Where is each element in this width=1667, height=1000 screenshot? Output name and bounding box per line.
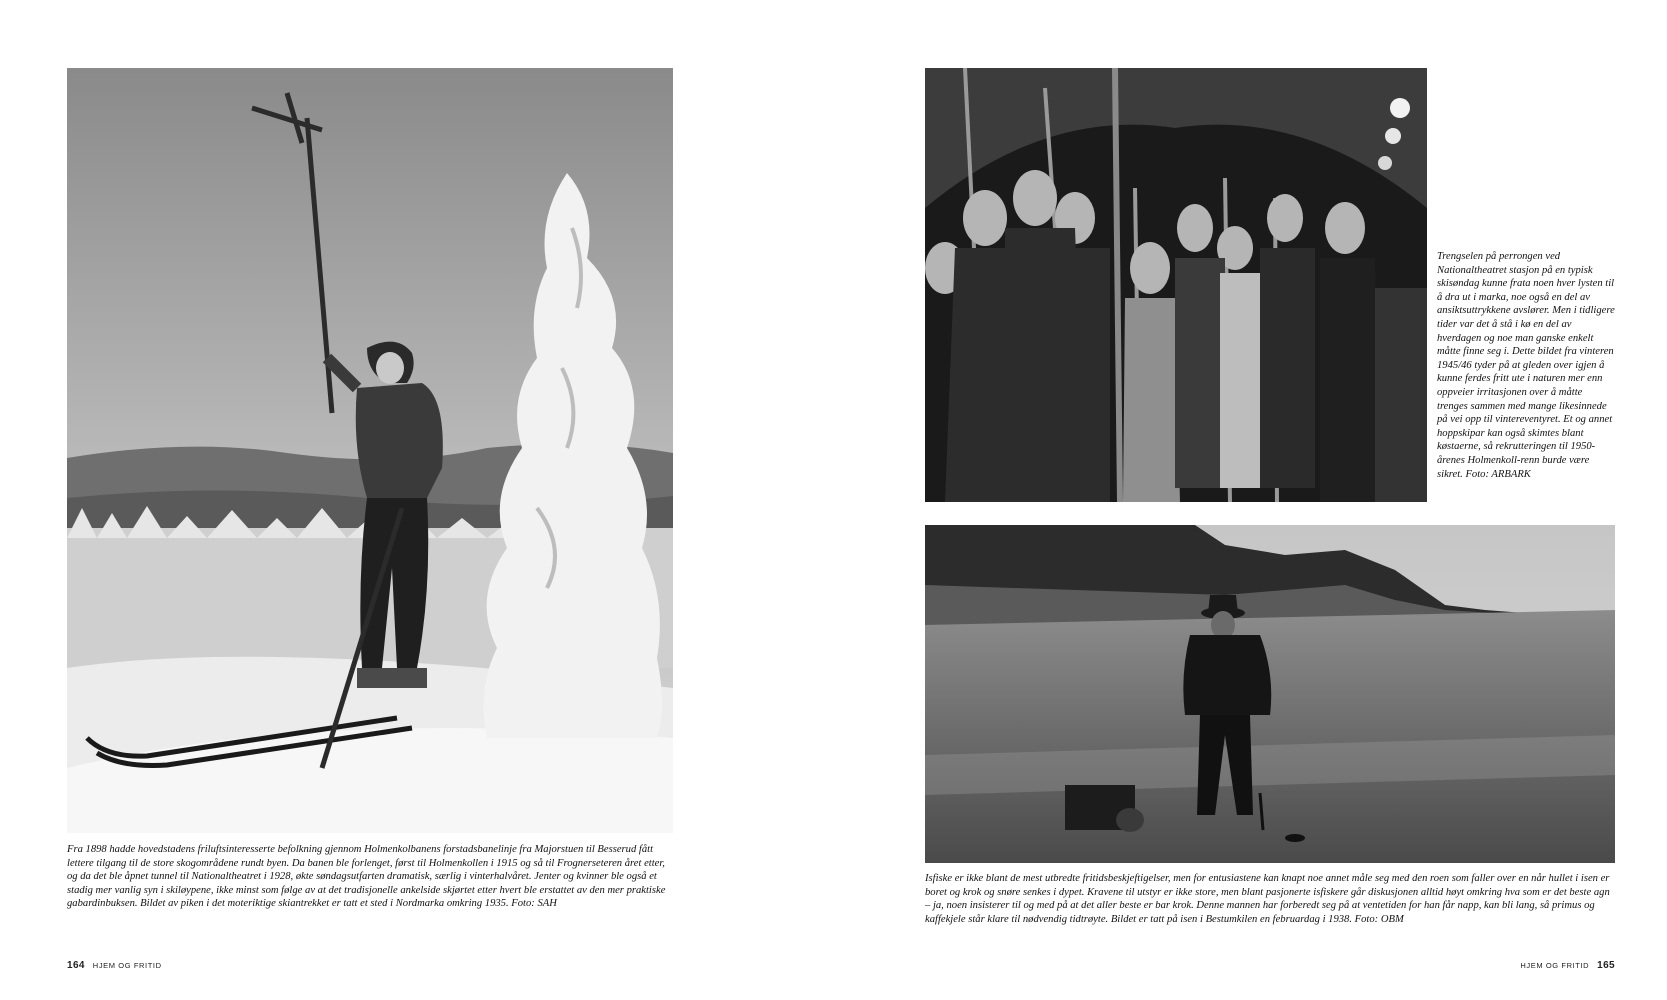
crowded-subway-skiers-icon bbox=[925, 68, 1427, 502]
skier-photo bbox=[67, 68, 673, 833]
ice-fishing-photo bbox=[925, 525, 1615, 863]
section-name-right: HJEM OG FRITID bbox=[1520, 961, 1590, 970]
page-number-left: 164 bbox=[67, 960, 85, 971]
right-folio bbox=[1515, 960, 1615, 971]
bottom-photo-caption: Isfiske er ikke blant de mest utbredte fritidsbeskjeftigelser, men for entusiastene kan knapt noe annet måle seg med den roen som faller over en når hullet i isen er boret og krok og snøre senkes i dypet. Kravene til utstyr er ikke store, men blant pasjonerte isfiskere går diskusjonen alltid høyt omkring hva som er det beste agn – ja, noen insisterer til og med på at det aller beste er bar krok. Denne mannen har forberedt seg på at ventetiden for han får napp, kan bli lang, så primus og kaffekjele står klare til nødvendig tidtrøyte. Bildet er tatt på isen i Bestumkilen en februardag i 1938. Foto: OBM bbox=[925, 873, 1610, 925]
ice-fisherman-icon bbox=[925, 525, 1615, 863]
skier-with-raised-pole-icon bbox=[67, 68, 673, 833]
page-number-right: 165 bbox=[1597, 960, 1615, 971]
top-photo-caption: Trengselen på perrongen ved Nationaltheatret stasjon på en typisk skisøndag kunne frata noen hver lysten til å dra ut i marka, noe også en del av ansiktsuttrykkene avslører. Men i tidligere tider var det å stå i kø en del av hverdagen og noe man ganske enkelt måtte finne seg i. Dette bildet fra vinteren 1945/46 tyder på at gleden over igjen å kunne ferdes fritt ute i naturen mer enn oppveier irritasjonen over å måtte trenges sammen med mange likesinnede på vei opp til vintereventyret. Et og annet hoppskipar kan også skimtes blant køstaerne, så rekrutteringen til 1950-årenes Holmenkoll-renn burde være sikret. Foto: ARBARK bbox=[1437, 251, 1615, 480]
left-photo-caption: Fra 1898 hadde hovedstadens friluftsinteresserte befolkning gjennom Holmenkolbanens forstadsbanelinje fra Majorstuen til Besserud fått lettere tilgang til de store skogområdene rundt byen. Da banen ble forlenget, først til Holmenkollen i 1915 og så til Frognerseteren året etter, og da det ble åpnet tunnel til Nationaltheatret i 1928, økte søndagsutfarten dramatisk, særlig i vinterhalvåret. Jenter og kvinner ble også et stadig mer vanlig syn i skiløypene, ikke minst som følge av at det tradisjonelle ankelside skjørtet etter hvert ble erstattet av den mer praktiske gabardinbuksen. Bildet av piken i det moteriktige skiantrekket er tatt et sted i Nordmarka omkring 1935. Foto: SAH bbox=[67, 844, 666, 910]
left-folio bbox=[67, 960, 167, 971]
subway-crowd-photo bbox=[925, 68, 1427, 502]
section-name-left: HJEM OG FRITID bbox=[92, 961, 162, 970]
